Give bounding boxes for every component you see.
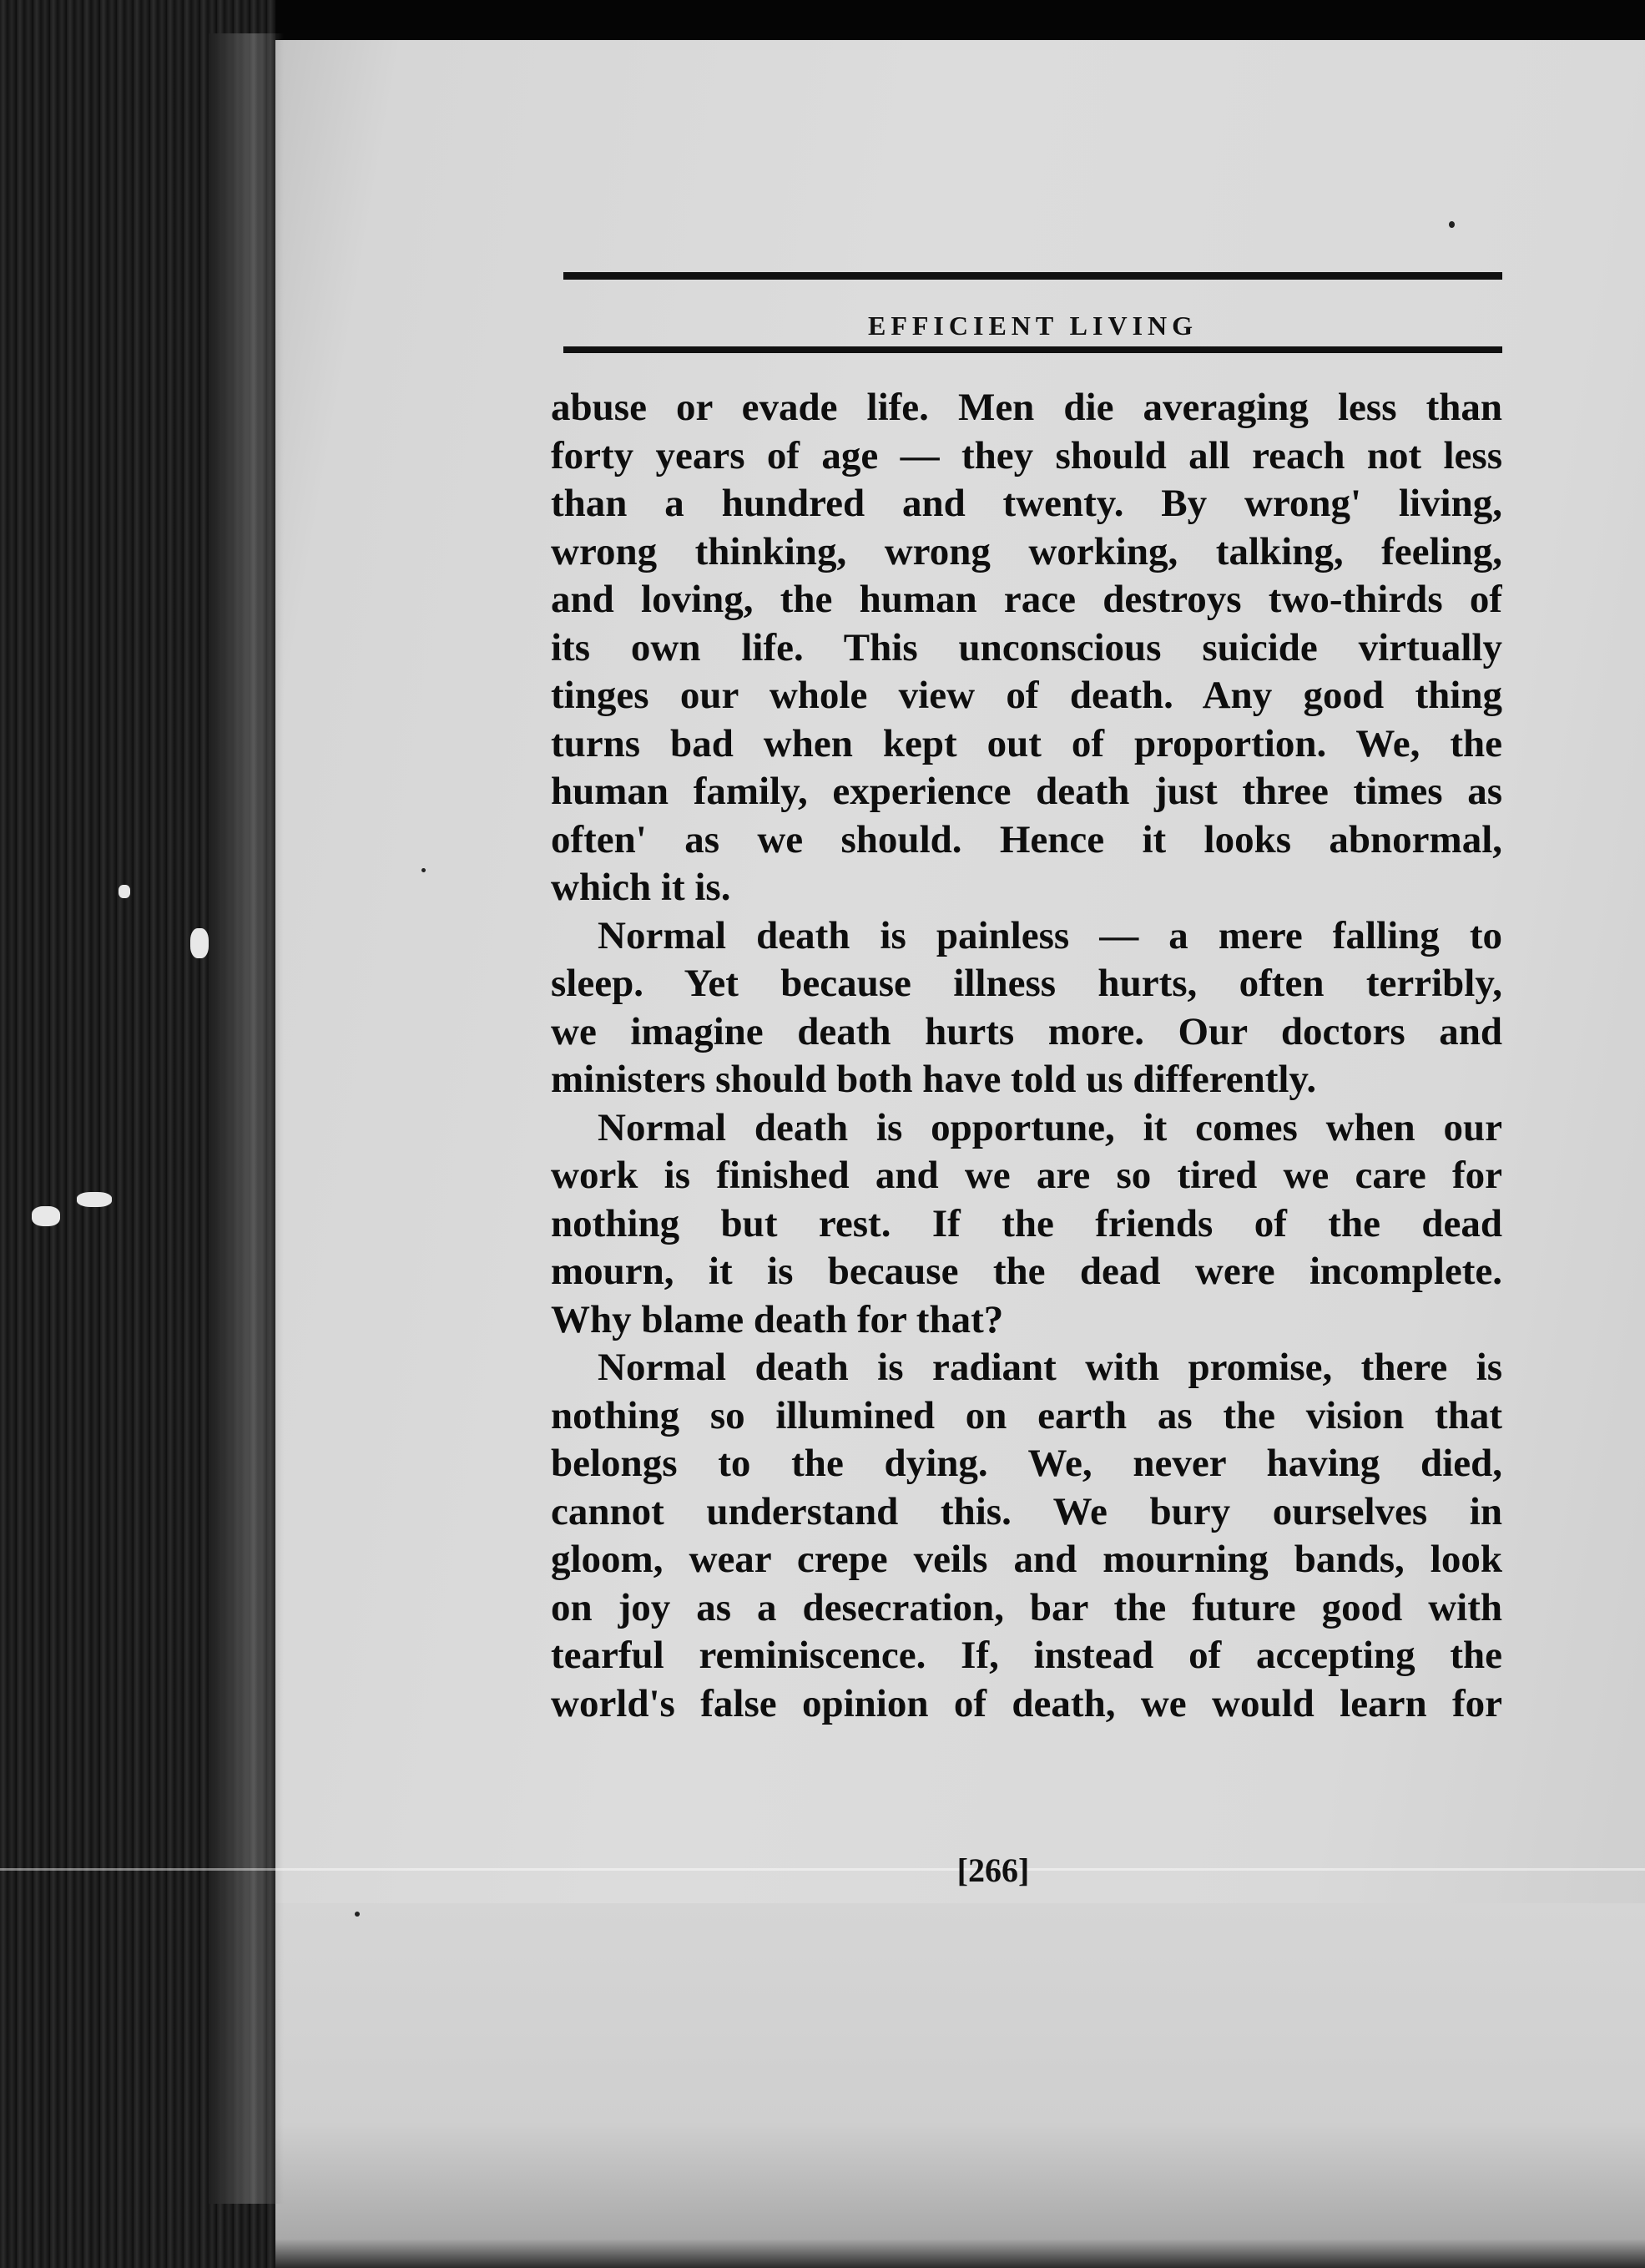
- text-line: than a hundred and twenty. By wrong' living,: [551, 482, 1502, 525]
- header-rule-top: [563, 272, 1502, 280]
- body-text: [551, 384, 1502, 1728]
- paragraph-first-line: Normal death is painless — a mere falling to: [598, 913, 1502, 957]
- dust-speck: [119, 885, 130, 898]
- paper-page-lower: [265, 1903, 1645, 2268]
- text-line: abuse or evade life. Men die averaging less than: [551, 386, 1502, 429]
- text-line: nothing so illumined on earth as the vision that: [551, 1393, 1502, 1437]
- text-line: Why blame death for that?: [551, 1297, 1004, 1341]
- dust-speck: [77, 1192, 112, 1207]
- paragraph-first-line: Normal death is radiant with promise, there is: [598, 1346, 1502, 1389]
- text-line: cannot understand this. We bury ourselves in: [551, 1489, 1502, 1533]
- dust-speck: [32, 1206, 60, 1226]
- text-line: forty years of age — they should all reach not less: [551, 433, 1502, 477]
- paragraph-first-line: Normal death is opportune, it comes when our: [598, 1105, 1502, 1149]
- ink-dot: [421, 868, 426, 872]
- text-line: belongs to the dying. We, never having died,: [551, 1442, 1502, 1485]
- ink-dot: [1449, 221, 1455, 228]
- scan-artifact-line: [0, 1868, 1645, 1871]
- text-line: on joy as a desecration, bar the future good with: [551, 1585, 1502, 1629]
- spine-shadow: [209, 33, 284, 2204]
- text-line: often' as we should. Hence it looks abnormal,: [551, 817, 1502, 861]
- text-line: gloom, wear crepe veils and mourning bands, look: [551, 1538, 1502, 1581]
- text-line: and loving, the human race destroys two-thirds of: [551, 578, 1502, 621]
- running-head: EFFICIENT LIVING: [867, 311, 1198, 341]
- text-line: ministers should both have told us differently.: [551, 1058, 1317, 1101]
- text-line: which it is.: [551, 866, 731, 909]
- dust-speck: [190, 928, 209, 958]
- header-rule-bottom: [563, 346, 1502, 353]
- text-line: tinges our whole view of death. Any good thing: [551, 674, 1502, 717]
- text-line: nothing but rest. If the friends of the dead: [551, 1201, 1502, 1245]
- page-number: [266]: [956, 1851, 1030, 1889]
- text-line: turns bad when kept out of proportion. We, the: [551, 721, 1502, 765]
- text-line: mourn, it is because the dead were incomplete.: [551, 1250, 1502, 1293]
- text-line: we imagine death hurts more. Our doctors and: [551, 1009, 1502, 1053]
- text-line: world's false opinion of death, we would learn for: [551, 1681, 1502, 1725]
- text-line: sleep. Yet because illness hurts, often terribly,: [551, 962, 1502, 1005]
- text-line: tearful reminiscence. If, instead of accepting the: [551, 1634, 1502, 1677]
- text-line: work is finished and we are so tired we care for: [551, 1154, 1502, 1197]
- ink-dot: [355, 1912, 360, 1917]
- text-line: wrong thinking, wrong working, talking, feeling,: [551, 529, 1502, 573]
- text-line: human family, experience death just three times as: [551, 770, 1502, 813]
- text-line: its own life. This unconscious suicide virtually: [551, 625, 1502, 669]
